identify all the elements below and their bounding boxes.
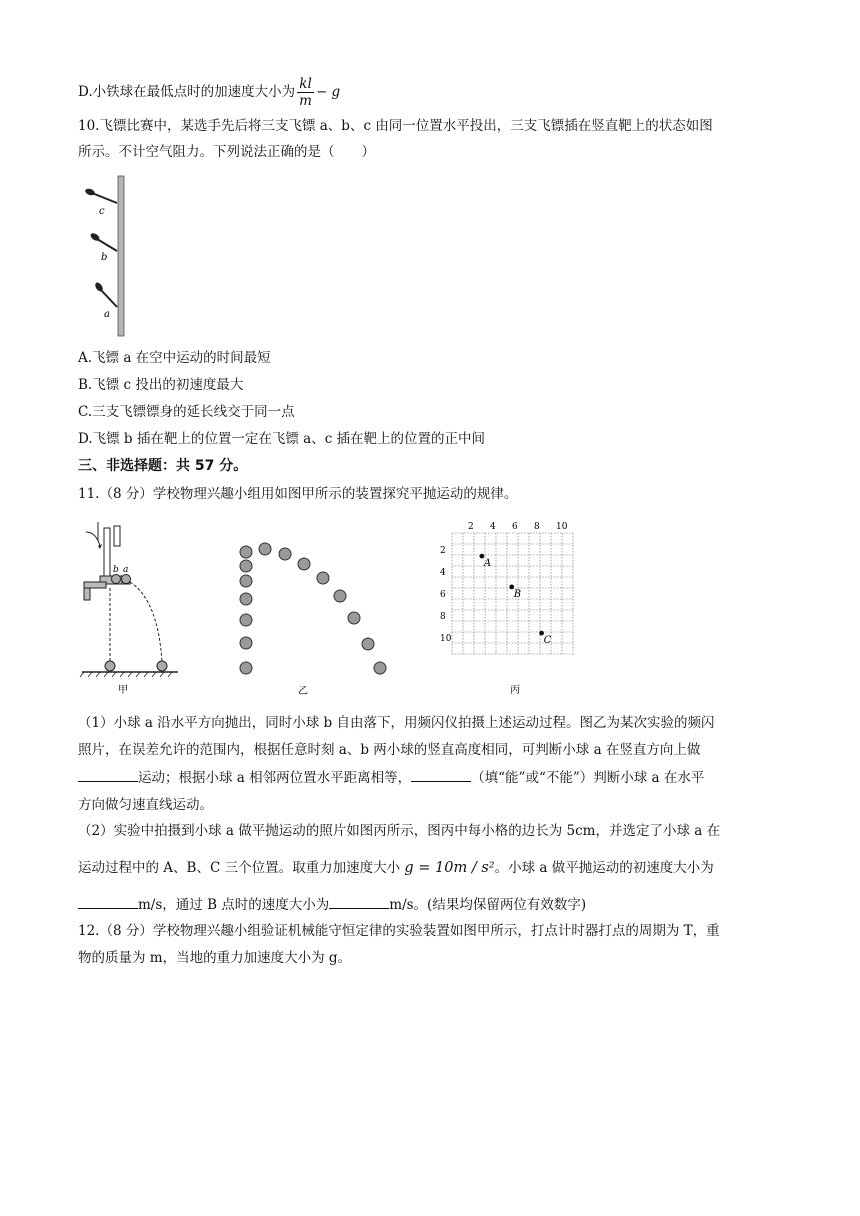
q11-part1-line3-b: （填“能”或“不能”）判断小球 a 在水平 [471,770,705,786]
figure-yi-strobe-photo [228,536,398,698]
q11-stem: 11.（8 分）学校物理兴趣小组用如图甲所示的装置探究平抛运动的规律。 [78,486,518,502]
q11-part2-line3-b: m/s。(结果均保留两位有效数字) [389,897,587,913]
q10-option-b: B.飞镖 c 投出的初速度最大 [78,377,244,393]
figure-bing-grid [438,517,588,699]
grid-top-tick: 4 [490,522,496,532]
q11-part2-line2-b: 。小球 a 做平抛运动的初速度大小为 [494,860,714,876]
q11-part2-line1: （2）实验中拍摄到小球 a 做平抛运动的照片如图丙所示，图丙中每小格的边长为 5cm，并选定了小球 a 在 [78,823,721,839]
grid-point-label: A [483,558,492,570]
answer-blank-1[interactable] [78,769,138,782]
grid-top-tick: 8 [534,522,540,532]
q12-line2: 物的质量为 m，当地的重力加速度大小为 g。 [78,950,352,966]
dart-c [84,187,117,203]
grid-left-tick: 6 [440,590,446,600]
grid-point-label: C [543,635,552,647]
q11-part1-line3 [78,769,704,787]
grid-left-tick: 8 [440,612,446,622]
grid-left-tick: 10 [440,634,452,644]
q10-option-d: D.飞镖 b 插在靶上的位置一定在飞镖 a、c 插在靶上的位置的正中间 [78,431,486,447]
q10-stem-line2: 所示。不计空气阻力。下列说法正确的是（ ） [78,144,375,160]
q11-part1-line2: 照片，在误差允许的范围内，根据任意时刻 a、b 两小球的竖直高度相同，可判断小球 a 在竖直方向上做 [78,742,701,758]
answer-blank-3[interactable] [78,896,138,909]
q11-part1-line1: （1）小球 a 沿水平方向抛出，同时小球 b 自由落下，用频闪仪拍摄上述运动过程。图乙为某次实验的频闪 [78,715,715,731]
q12-line1: 12.（8 分）学校物理兴趣小组验证机械能守恒定律的实验装置如图甲所示，打点计时器打点的周期为 T，重 [78,923,720,939]
gravity-formula: g = 10m / s² [404,860,495,876]
q11-part1-line4: 方向做匀速直线运动。 [78,797,213,813]
figure-yi-caption: 乙 [298,686,308,697]
fraction-numerator: kl [297,76,314,93]
answer-blank-4[interactable] [329,896,389,909]
dart-target-figure [80,172,140,340]
grid-top-tick: 6 [512,522,518,532]
grid-left-tick: 4 [440,568,446,578]
q9-option-d-prefix: D.小铁球在最低点时的加速度大小为 [78,84,296,100]
q11-part2-line3-a: m/s，通过 B 点时的速度大小为 [138,897,330,913]
dart-label-b: b [101,252,108,263]
section3-heading: 三、非选择题：共 57 分。 [78,458,248,474]
grid-top-tick: 10 [556,522,568,532]
grid-point-label: B [513,588,522,600]
grid-top-tick: 2 [468,522,474,532]
figure-bing-caption: 丙 [510,685,520,696]
jia-ball-label-b: b [113,565,119,575]
grid-left-tick: 2 [440,546,446,556]
q9-option-d-suffix: − g [315,84,341,100]
fraction-kl-over-m [297,76,314,109]
fraction-denominator: m [299,93,312,109]
jia-ball-label-a: a [123,565,129,575]
q10-option-a: A.飞镖 a 在空中运动的时间最短 [78,350,271,366]
dart-a [94,281,117,307]
q11-part2-line2 [78,859,714,877]
q11-part2-line3 [78,896,586,914]
q9-option-d [78,76,340,109]
q11-part2-line2-a: 运动过程中的 A、B、C 三个位置。取重力加速度大小 [78,860,405,876]
q11-part1-line3-a: 运动；根据小球 a 相邻两位置水平距离相等， [138,770,412,786]
q10-option-c: C.三支飞镖镖身的延长线交于同一点 [78,404,295,420]
dart-label-a: a [104,309,110,320]
figure-jia-caption: 甲 [118,685,128,696]
q10-stem-line1: 10.飞镖比赛中，某选手先后将三支飞镖 a、b、c 由同一位置水平投出，三支飞镖插在竖直靶上的状态如图 [78,118,713,134]
figure-jia-apparatus [78,520,198,698]
dart-label-c: c [99,206,105,217]
vertical-target [118,176,124,336]
dart-b [89,232,117,251]
answer-blank-2[interactable] [411,769,471,782]
